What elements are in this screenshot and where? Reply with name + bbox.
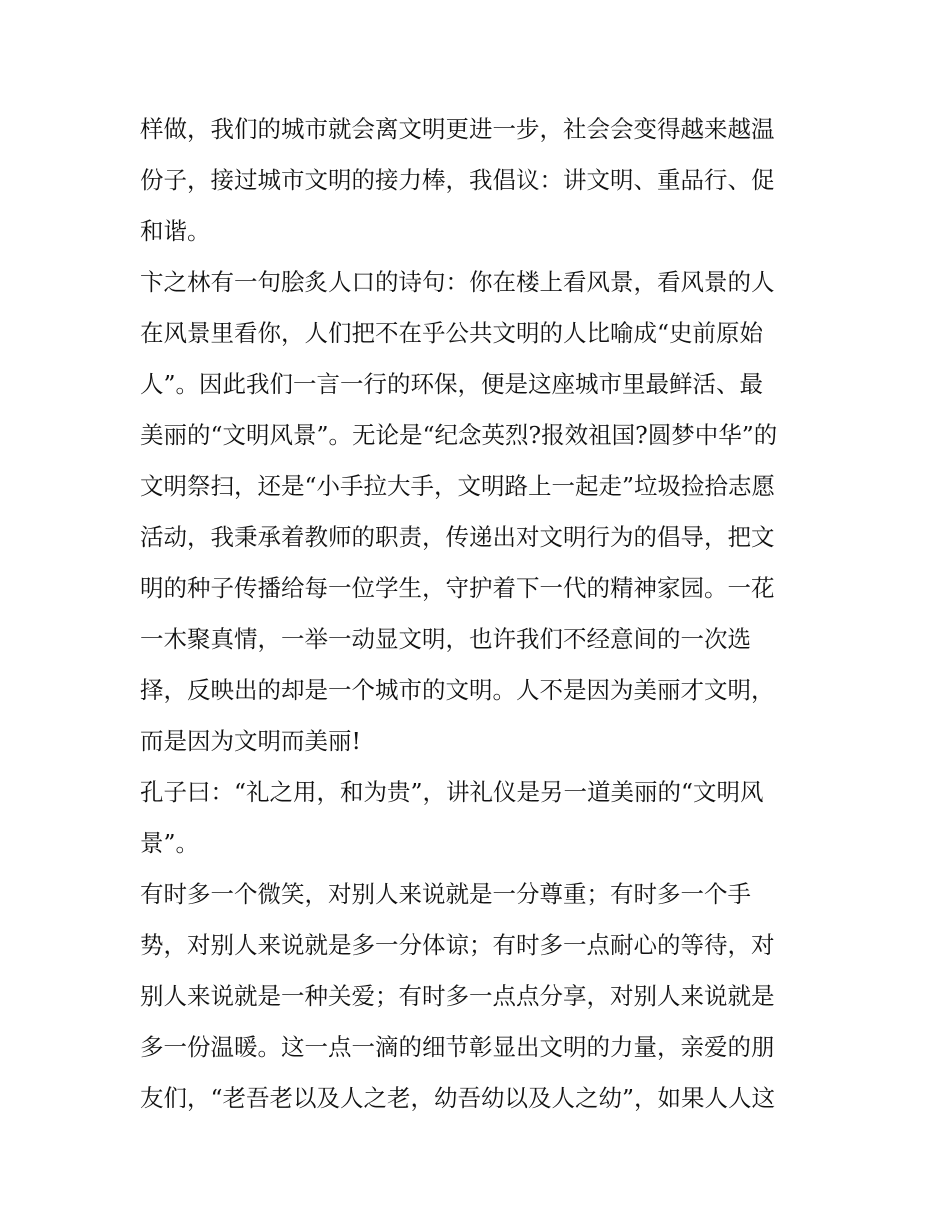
text-line: 卞之林有一句脍炙人口的诗句：你在楼上看风景，看风景的人 bbox=[140, 268, 775, 296]
text-line: 美丽的“文明风景”。无论是“纪念英烈?报效祖国?圆梦中华”的 bbox=[140, 421, 778, 449]
text-line: 人”。因此我们一言一行的环保，便是这座城市里最鲜活、最 bbox=[140, 370, 764, 398]
text-line: 在风景里看你，人们把不在乎公共文明的人比喻成“史前原始 bbox=[140, 319, 764, 347]
text-line: 一木聚真情，一举一动显文明，也许我们不经意间的一次选 bbox=[140, 625, 751, 653]
text-line: 文明祭扫，还是“小手拉大手，文明路上一起走”垃圾捡拾志愿 bbox=[140, 472, 776, 500]
text-line: 和谐。 bbox=[140, 217, 211, 245]
text-line: 景”。 bbox=[140, 829, 200, 857]
text-line: 势，对别人来说就是多一分体谅；有时多一点耐心的等待，对 bbox=[140, 931, 775, 959]
text-line: 择，反映出的却是一个城市的文明。人不是因为美丽才文明， bbox=[140, 676, 775, 704]
text-line: 友们，“老吾老以及人之老，幼吾幼以及人之幼”，如果人人这 bbox=[140, 1084, 776, 1112]
text-line: 多一份温暖。这一点一滴的细节彰显出文明的力量，亲爱的朋 bbox=[140, 1033, 775, 1061]
text-line: 而是因为文明而美丽! bbox=[140, 727, 361, 755]
text-line: 明的种子传播给每一位学生，守护着下一代的精神家园。一花 bbox=[140, 574, 775, 602]
text-line: 样做，我们的城市就会离文明更进一步，社会会变得越来越温 bbox=[140, 115, 775, 143]
text-line: 份子，接过城市文明的接力棒，我倡议：讲文明、重品行、促 bbox=[140, 166, 775, 194]
text-line: 活动，我秉承着教师的职责，传递出对文明行为的倡导，把文 bbox=[140, 523, 775, 551]
text-line: 有时多一个微笑，对别人来说就是一分尊重；有时多一个手 bbox=[140, 880, 751, 908]
text-line: 别人来说就是一种关爱；有时多一点点分享，对别人来说就是 bbox=[140, 982, 775, 1010]
text-line: 孔子曰：“礼之用，和为贵”，讲礼仪是另一道美丽的“文明风 bbox=[140, 778, 764, 806]
